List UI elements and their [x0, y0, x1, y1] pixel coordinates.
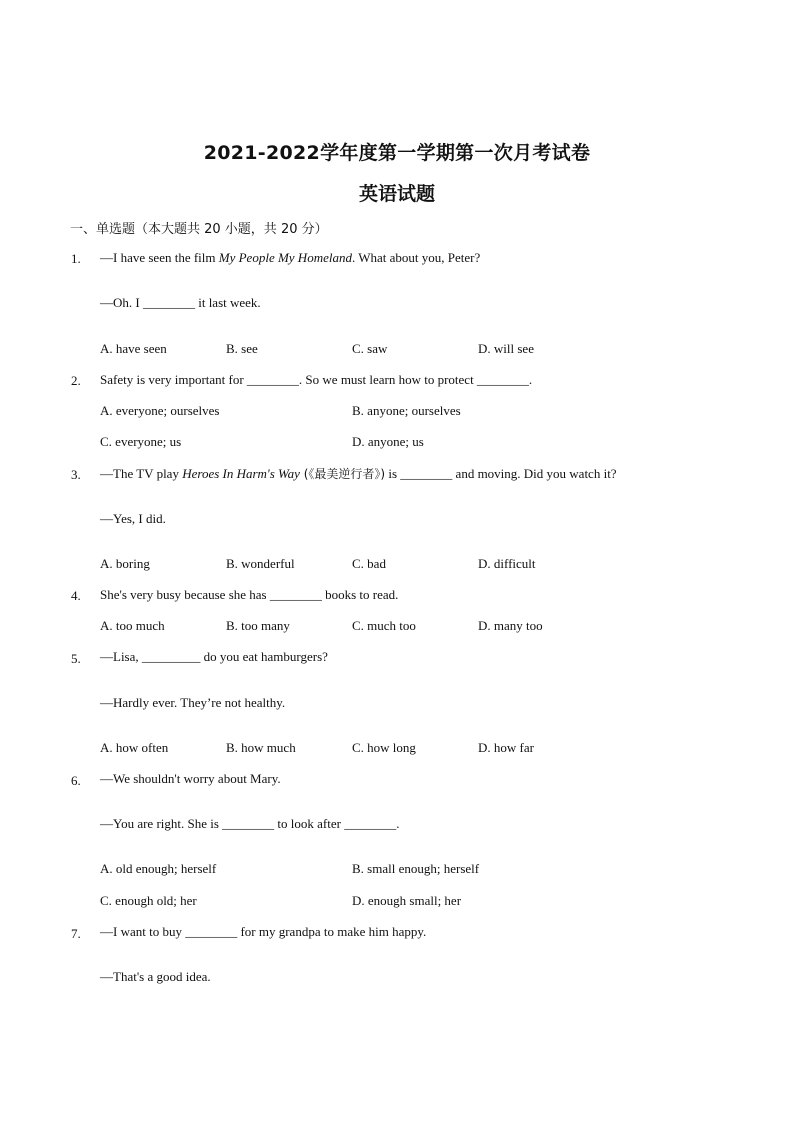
question-3-reply: —Yes, I did.: [100, 511, 166, 526]
exam-title: 2021-2022学年度第一学期第一次月考试卷: [203, 142, 591, 164]
exam-subtitle: 英语试题: [358, 183, 435, 205]
option-b[interactable]: B. see: [226, 341, 258, 356]
question-1-stem: [100, 250, 480, 266]
option-a[interactable]: A. boring: [100, 556, 150, 571]
option-a[interactable]: A. have seen: [100, 341, 167, 356]
option-c[interactable]: C. everyone; us: [100, 434, 182, 449]
option-a[interactable]: A. how often: [100, 740, 169, 755]
section-heading: 一、单选题（本大题共 20 小题，共 20 分）: [70, 222, 328, 237]
question-5-stem: —Lisa, _________ do you eat hamburgers?: [100, 649, 328, 664]
stem-text: is ________ and moving. Did you watch it?: [385, 466, 617, 481]
option-a[interactable]: A. old enough; herself: [100, 861, 217, 876]
option-c[interactable]: C. much too: [352, 618, 416, 633]
option-d[interactable]: D. difficult: [478, 556, 536, 571]
option-b[interactable]: B. how much: [226, 740, 296, 755]
chinese-title: (《最美逆行者》): [299, 467, 386, 481]
tv-play-title: Heroes In Harm's Way: [182, 466, 300, 481]
option-b[interactable]: B. wonderful: [226, 556, 295, 571]
question-2-stem: Safety is very important for ________. So we must learn how to protect ________.: [100, 372, 533, 387]
option-a[interactable]: A. too much: [100, 618, 165, 633]
stem-text: —I have seen the film: [100, 250, 219, 265]
question-3-stem: [100, 465, 617, 482]
question-number: 6.: [71, 773, 81, 788]
option-a[interactable]: A. everyone; ourselves: [100, 403, 220, 418]
option-d[interactable]: D. enough small; her: [352, 893, 462, 908]
question-1-reply: —Oh. I ________ it last week.: [100, 295, 261, 310]
option-d[interactable]: D. anyone; us: [352, 434, 424, 449]
question-number: 5.: [71, 651, 81, 666]
option-c[interactable]: C. saw: [352, 341, 388, 356]
option-d[interactable]: D. how far: [478, 740, 534, 755]
option-d[interactable]: D. will see: [478, 341, 534, 356]
option-c[interactable]: C. enough old; her: [100, 893, 197, 908]
option-c[interactable]: C. how long: [352, 740, 416, 755]
option-d[interactable]: D. many too: [478, 618, 543, 633]
question-number: 1.: [71, 251, 81, 266]
question-number: 2.: [71, 373, 81, 388]
question-number: 3.: [71, 467, 81, 482]
question-number: 4.: [71, 588, 81, 603]
question-7-stem: —I want to buy ________ for my grandpa to make him happy.: [100, 924, 427, 939]
question-7-reply: —That's a good idea.: [100, 969, 211, 984]
stem-text: —The TV play: [100, 466, 183, 481]
question-5-reply: —Hardly ever. They’re not healthy.: [100, 695, 286, 710]
option-b[interactable]: B. small enough; herself: [352, 861, 480, 876]
question-number: 7.: [71, 926, 81, 941]
question-6-reply: —You are right. She is ________ to look after ________.: [100, 816, 400, 831]
stem-text: . What about you, Peter?: [351, 250, 481, 265]
option-c[interactable]: C. bad: [352, 556, 386, 571]
option-b[interactable]: B. anyone; ourselves: [352, 403, 461, 418]
option-b[interactable]: B. too many: [226, 618, 290, 633]
question-6-stem: —We shouldn't worry about Mary.: [100, 771, 281, 786]
question-4-stem: She's very busy because she has ________ books to read.: [100, 587, 399, 602]
film-title: My People My Homeland: [218, 250, 352, 265]
